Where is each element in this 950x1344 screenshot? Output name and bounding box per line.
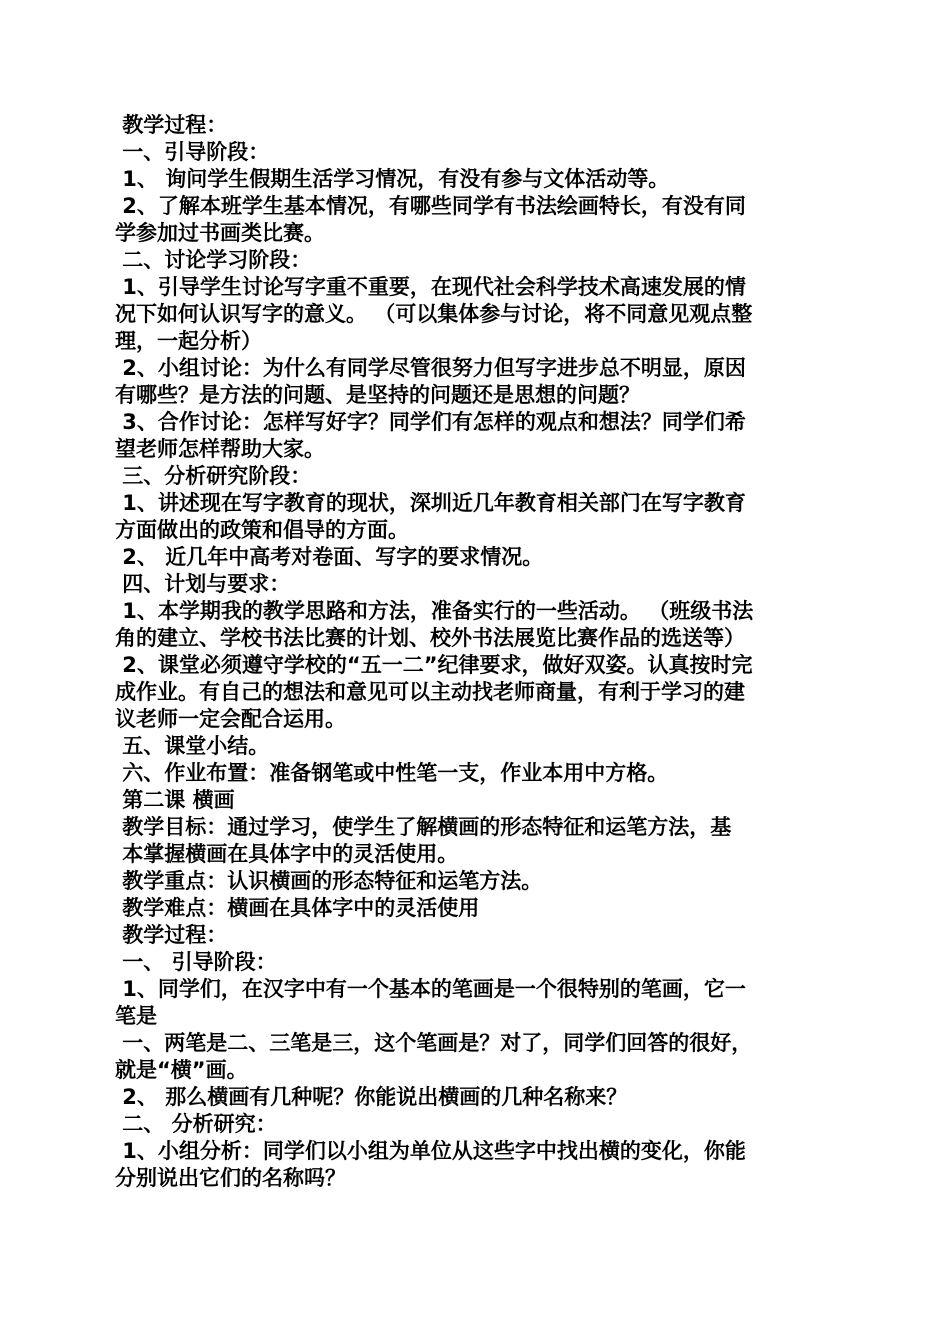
text-line: 教学难点：横画在具体字中的灵活使用 (115, 896, 480, 920)
text-line: 况下如何认识写字的意义。 （可以集体参与讨论，将不同意见观点整 (115, 302, 753, 326)
text-line: 二、 分析研究： (115, 1112, 277, 1136)
text-line: 第二课 横画 (115, 788, 235, 812)
text-line: 教学目标：通过学习，使学生了解横画的形态特征和运笔方法，基 (115, 815, 732, 839)
text-line: 议老师一定会配合运用。 (115, 707, 346, 731)
text-line: 就是“横”画。 (115, 1058, 248, 1082)
text-line: 望老师怎样帮助大家。 (115, 437, 325, 461)
text-line: 2、 近几年中高考对卷面、写字的要求情况。 (115, 545, 544, 569)
text-line: 2、课堂必须遵守学校的“五一二”纪律要求，做好双姿。认真按时完 (115, 653, 753, 677)
text-line: 1、讲述现在写字教育的现状，深圳近几年教育相关部门在写字教育 (115, 491, 746, 515)
text-line: 教学过程： (115, 113, 228, 137)
text-line: 角的建立、学校书法比赛的计划、校外书法展览比赛作品的选送等） (115, 626, 745, 650)
text-line: 1、 询问学生假期生活学习情况，有没有参与文体活动等。 (115, 167, 670, 191)
text-line: 成作业。有自己的想法和意见可以主动找老师商量，有利于学习的建 (115, 680, 745, 704)
text-line: 笔是 (115, 1004, 157, 1028)
text-line: 四、计划与要求： (115, 572, 291, 596)
text-line: 2、 那么横画有几种呢？你能说出横画的几种名称来？ (115, 1085, 628, 1109)
document-body (115, 112, 835, 1192)
text-line: 1、引导学生讨论写字重不重要，在现代社会科学技术高速发展的情 (115, 275, 746, 299)
text-line: 分别说出它们的名称吗？ (115, 1166, 346, 1190)
text-line: 有哪些？是方法的问题、是坚持的问题还是思想的问题？ (115, 383, 640, 407)
text-line: 教学过程： (115, 923, 228, 947)
text-line: 2、小组讨论：为什么有同学尽管很努力但写字进步总不明显，原因 (115, 356, 746, 380)
text-line: 理，一起分析） (115, 329, 262, 353)
text-line: 二、讨论学习阶段： (115, 248, 312, 272)
text-line: 一、引导阶段： (115, 140, 270, 164)
text-line: 三、分析研究阶段： (115, 464, 312, 488)
text-line: 一、两笔是二、三笔是三，这个笔画是？对了，同学们回答的很好， (115, 1031, 753, 1055)
text-line: 1、同学们，在汉字中有一个基本的笔画是一个很特别的笔画，它一 (115, 977, 746, 1001)
text-line: 本掌握横画在具体字中的灵活使用。 (115, 842, 459, 866)
text-line: 教学重点：认识横画的形态特征和运笔方法。 (115, 869, 543, 893)
text-line: 学参加过书画类比赛。 (115, 221, 325, 245)
text-line: 3、合作讨论：怎样写好字？同学们有怎样的观点和想法？同学们希 (115, 410, 746, 434)
text-line: 一、 引导阶段： (115, 950, 277, 974)
text-line: 1、本学期我的教学思路和方法，准备实行的一些活动。 （班级书法 (115, 599, 754, 623)
text-line: 方面做出的政策和倡导的方面。 (115, 518, 409, 542)
text-line: 2、了解本班学生基本情况，有哪些同学有书法绘画特长，有没有同 (115, 194, 746, 218)
text-line: 六、作业布置：准备钢笔或中性笔一支，作业本用中方格。 (115, 761, 669, 785)
text-line: 五、课堂小结。 (115, 734, 270, 758)
text-line: 1、小组分析：同学们以小组为单位从这些字中找出横的变化，你能 (115, 1139, 746, 1163)
